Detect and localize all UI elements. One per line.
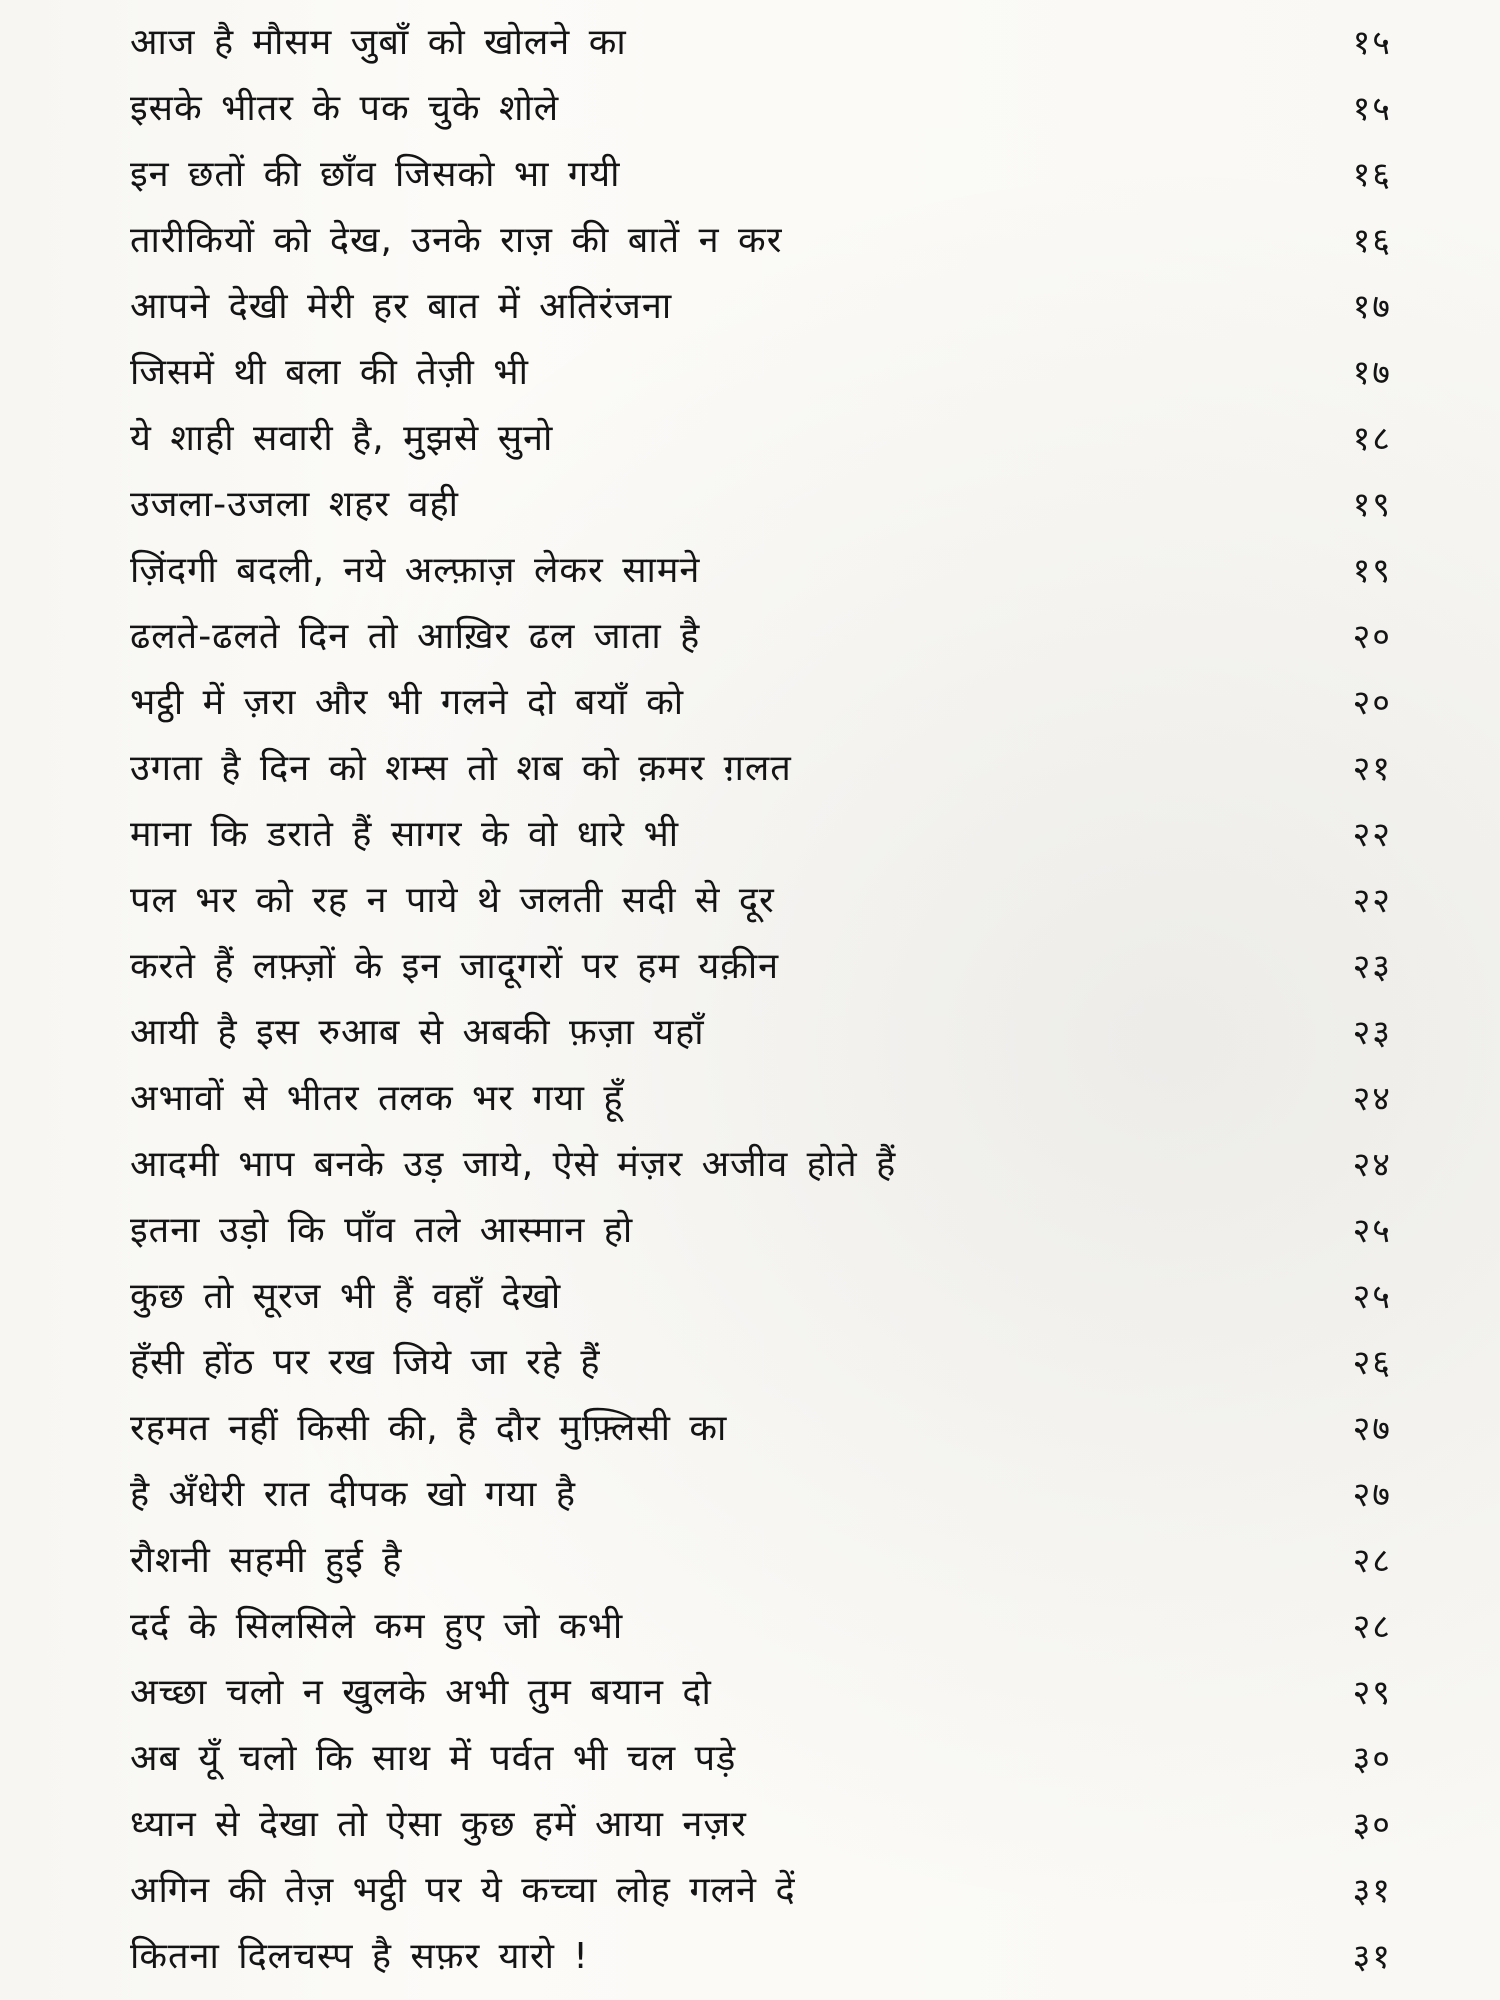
toc-entry-page-number: २२ (1352, 881, 1392, 921)
toc-entry-page-number: ३० (1352, 1739, 1392, 1779)
toc-entry (130, 1792, 1430, 1858)
toc-entry (130, 1330, 1430, 1396)
toc-entry-title: अगिन की तेज़ भट्ठी पर ये कच्चा लोह गलने दें (130, 1870, 796, 1911)
toc-entry-title: अभावों से भीतर तलक भर गया हूँ (130, 1078, 624, 1119)
toc-entry (130, 10, 1430, 76)
toc-entry-title: ज़िंदगी बदली, नये अल्फ़ाज़ लेकर सामने (130, 550, 701, 591)
toc-entry (130, 868, 1430, 934)
toc-entry-title: आदमी भाप बनके उड़ जाये, ऐसे मंज़र अजीव होते हैं (130, 1144, 897, 1185)
toc-entry-page-number: २२ (1352, 815, 1392, 855)
toc-entry-title: कितना दिलचस्प है सफ़र यारो ! (130, 1936, 589, 1977)
toc-entry-title: इन छतों की छाँव जिसको भा गयी (130, 154, 621, 195)
toc-entry-page-number: १८ (1352, 419, 1392, 459)
toc-entry-page-number: २९ (1352, 1673, 1392, 1713)
toc-entry-page-number: १७ (1352, 287, 1392, 327)
toc-entry-title: रहमत नहीं किसी की, है दौर मुफ़्लिसी का (130, 1408, 728, 1449)
toc-entry-title: ध्यान से देखा तो ऐसा कुछ हमें आया नज़र (130, 1804, 747, 1845)
toc-entry-page-number: १५ (1352, 89, 1392, 129)
toc-entry-page-number: २७ (1352, 1475, 1392, 1515)
toc-entry-page-number: १५ (1352, 23, 1392, 63)
toc-entry (130, 1066, 1430, 1132)
toc-entry-title: आयी है इस रुआब से अबकी फ़ज़ा यहाँ (130, 1012, 705, 1053)
toc-entry-title: करते हैं लफ़्ज़ों के इन जादूगरों पर हम यक़ीन (130, 946, 780, 987)
toc-entry-title: भट्ठी में ज़रा और भी गलने दो बयाँ को (130, 682, 685, 723)
toc-entry (130, 1000, 1430, 1066)
toc-entry-page-number: २३ (1352, 947, 1392, 987)
toc-entry-title: तारीकियों को देख, उनके राज़ की बातें न कर (130, 220, 783, 261)
toc-entry-title: दर्द के सिलसिले कम हुए जो कभी (130, 1606, 624, 1647)
toc-entry-title: है अँधेरी रात दीपक खो गया है (130, 1474, 576, 1515)
toc-entry (130, 736, 1430, 802)
toc-entry-title: इतना उड़ो कि पाँव तले आस्मान हो (130, 1210, 634, 1251)
toc-entry-page-number: २१ (1352, 749, 1392, 789)
toc-entry (130, 538, 1430, 604)
toc-entry (130, 1528, 1430, 1594)
toc-entry-title: रौशनी सहमी हुई है (130, 1540, 403, 1581)
toc-entry-page-number: २८ (1352, 1541, 1392, 1581)
toc-entry (130, 472, 1430, 538)
toc-entry-title: उगता है दिन को शम्स तो शब को क़मर ग़लत (130, 748, 792, 789)
toc-entry-title: ढलते-ढलते दिन तो आख़िर ढल जाता है (130, 616, 701, 657)
toc-entry-page-number: २० (1352, 683, 1392, 723)
toc-entry (130, 406, 1430, 472)
toc-entry (130, 1858, 1430, 1924)
toc-entry-title: उजला-उजला शहर वही (130, 484, 459, 525)
toc-entry-page-number: २५ (1352, 1211, 1392, 1251)
toc-entry-title: कुछ तो सूरज भी हैं वहाँ देखो (130, 1276, 562, 1317)
toc-entry-page-number: २४ (1352, 1145, 1392, 1185)
toc-entry (130, 1462, 1430, 1528)
toc-entry (130, 340, 1430, 406)
toc-entry-page-number: २८ (1352, 1607, 1392, 1647)
toc-entry-title: हँसी होंठ पर रख जिये जा रहे हैं (130, 1342, 601, 1383)
toc-entry (130, 934, 1430, 1000)
toc-entry (130, 274, 1430, 340)
toc-entry (130, 1924, 1430, 1990)
toc-entry-page-number: २७ (1352, 1409, 1392, 1449)
toc-entry (130, 1264, 1430, 1330)
toc-entry-page-number: १७ (1352, 353, 1392, 393)
table-of-contents (130, 10, 1430, 1990)
toc-entry (130, 1198, 1430, 1264)
toc-entry-page-number: १९ (1352, 485, 1392, 525)
toc-entry-title: अब यूँ चलो कि साथ में पर्वत भी चल पड़े (130, 1738, 737, 1779)
toc-entry-title: जिसमें थी बला की तेज़ी भी (130, 352, 529, 393)
toc-entry (130, 1132, 1430, 1198)
toc-entry-title: इसके भीतर के पक चुके शोले (130, 88, 560, 129)
toc-entry-title: माना कि डराते हैं सागर के वो धारे भी (130, 814, 680, 855)
toc-entry (130, 802, 1430, 868)
toc-entry-title: ये शाही सवारी है, मुझसे सुनो (130, 418, 554, 459)
toc-entry-title: अच्छा चलो न खुलके अभी तुम बयान दो (130, 1672, 712, 1713)
toc-entry-title: आज है मौसम जुबाँ को खोलने का (130, 22, 627, 63)
toc-entry (130, 208, 1430, 274)
toc-entry (130, 142, 1430, 208)
toc-entry-page-number: २० (1352, 617, 1392, 657)
toc-entry (130, 670, 1430, 736)
toc-entry-page-number: ३१ (1352, 1937, 1392, 1977)
toc-entry-title: पल भर को रह न पाये थे जलती सदी से दूर (130, 880, 775, 921)
toc-entry-page-number: २४ (1352, 1079, 1392, 1119)
toc-entry-page-number: २३ (1352, 1013, 1392, 1053)
toc-entry-page-number: ३१ (1352, 1871, 1392, 1911)
toc-entry-page-number: १६ (1352, 155, 1392, 195)
toc-entry-page-number: २६ (1352, 1343, 1392, 1383)
toc-entry-page-number: १६ (1352, 221, 1392, 261)
toc-entry-title: आपने देखी मेरी हर बात में अतिरंजना (130, 286, 673, 327)
toc-entry (130, 1594, 1430, 1660)
toc-entry (130, 1660, 1430, 1726)
toc-entry (130, 1396, 1430, 1462)
toc-entry-page-number: २५ (1352, 1277, 1392, 1317)
toc-entry (130, 604, 1430, 670)
toc-entry (130, 76, 1430, 142)
toc-entry-page-number: १९ (1352, 551, 1392, 591)
toc-entry-page-number: ३० (1352, 1805, 1392, 1845)
toc-entry (130, 1726, 1430, 1792)
